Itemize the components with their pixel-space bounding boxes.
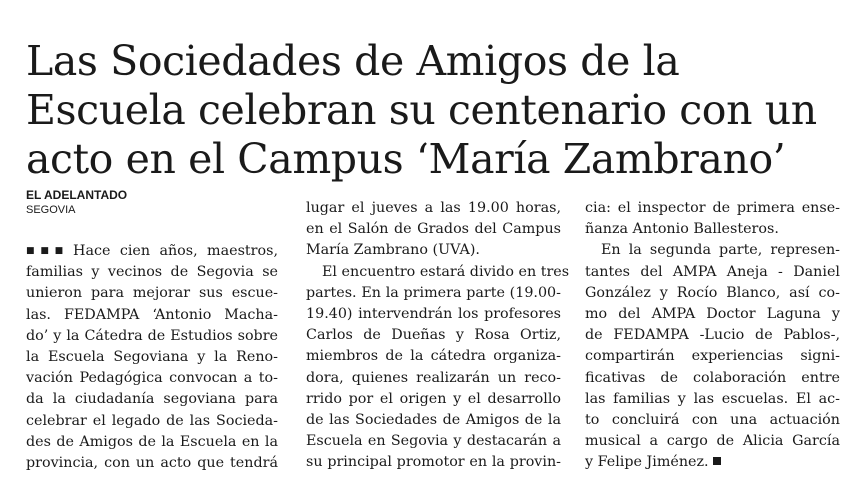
byline [26, 188, 127, 218]
article-column-3 [585, 198, 840, 474]
text-line: Escuela en Segovia y destacarán a [306, 433, 561, 450]
text-line: dora, quienes realizarán un reco- [306, 369, 561, 386]
headline-line: Escuela celebran su centenario con un [26, 86, 817, 135]
text-line: to concluirá con una actuación [585, 412, 840, 429]
text-line: González y Rocío Blanco, así co- [585, 284, 840, 301]
article-column-1 [26, 241, 278, 474]
text-line [585, 452, 840, 473]
text-line: des de Amigos de la Escuela en la [26, 433, 278, 450]
text-line: provincia, con un acto que tendrá [26, 455, 278, 472]
end-of-article-icon [713, 457, 721, 465]
text-line: mo del AMPA Doctor Laguna y [585, 306, 840, 323]
dateline-location: SEGOVIA [26, 204, 76, 216]
text-line: rrido por el origen y el desarrollo [306, 390, 561, 407]
headline-line: acto en el Campus ‘María Zambrano’ [26, 135, 786, 184]
text-line: su principal promotor en la provin- [306, 454, 561, 471]
text-line-content: y Felipe Jiménez. [585, 454, 709, 471]
text-line: compartirán experiencias signi- [585, 348, 840, 365]
text-line: musical a cargo de Alicia García [585, 433, 840, 450]
text-line: María Zambrano (UVA). [306, 242, 480, 259]
text-line: do’ y la Cátedra de Estudios sobre [26, 327, 278, 344]
text-line: celebrar el legado de las Socieda- [26, 412, 278, 429]
text-line: El encuentro estará divido en tres [322, 263, 570, 280]
text-line: Carlos de Dueñas y Rosa Ortiz, [306, 327, 561, 344]
text-line: cia: el inspector de primera ense- [585, 200, 840, 216]
text-line: las. FEDAMPA ‘Antonio Macha- [26, 306, 278, 323]
text-line: en el Salón de Grados del Campus [306, 221, 561, 238]
text-line: ñanza Antonio Ballesteros. [585, 221, 779, 238]
publication-name: EL ADELANTADO [26, 188, 128, 202]
text-line-content: Hace cien años, maestros, [73, 243, 278, 259]
text-line: lugar el jueves a las 19.00 horas, [306, 200, 561, 216]
text-line: tantes del AMPA Aneja - Daniel [585, 263, 840, 280]
text-line: ficativas de colaboración entre [585, 369, 840, 386]
text-line: 19.40) intervendrán los profesores [306, 306, 561, 323]
text-line: miembros de la cátedra organiza- [306, 348, 561, 365]
headline-line: Las Sociedades de Amigos de la [26, 37, 680, 86]
headline [26, 37, 846, 184]
text-line: familias y vecinos de Segovia se [26, 264, 278, 281]
article-column-2 [306, 198, 570, 474]
text-line: partes. En la primera parte (19.00- [306, 284, 561, 301]
lead-marker-icon: ■■■ [26, 246, 69, 256]
text-line: vación Pedagógica convocan a to- [26, 370, 278, 387]
text-line: da la ciudadanía segoviana para [26, 391, 278, 408]
text-line [26, 241, 278, 262]
text-line: de las Sociedades de Amigos de la [306, 412, 561, 429]
text-line: En la segunda parte, represen- [601, 242, 840, 259]
text-line: la Escuela Segoviana y la Reno- [26, 349, 278, 366]
text-line: las familias y las escuelas. El ac- [585, 390, 840, 407]
text-line: unieron para mejorar sus escue- [26, 285, 278, 302]
text-line: de FEDAMPA -Lucio de Pablos-, [585, 327, 840, 344]
